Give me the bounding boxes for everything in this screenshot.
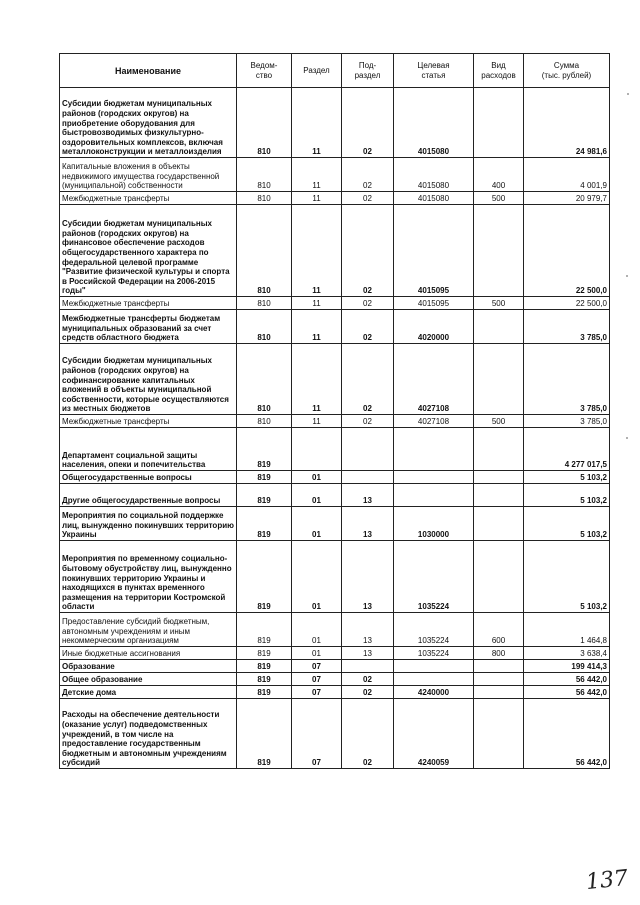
- cell-subsection: 13: [342, 541, 394, 613]
- cell-target: 4015095: [394, 205, 474, 297]
- cell-type: [474, 484, 524, 507]
- cell-subsection: 02: [342, 192, 394, 205]
- cell-type: 400: [474, 158, 524, 192]
- cell-subsection: 02: [342, 415, 394, 428]
- cell-target: 1035224: [394, 613, 474, 647]
- cell-subsection: 02: [342, 205, 394, 297]
- cell-name: Детские дома: [60, 686, 237, 699]
- cell-type: 600: [474, 613, 524, 647]
- cell-section: 01: [292, 613, 342, 647]
- cell-section: 01: [292, 647, 342, 660]
- page-number: 137: [584, 865, 630, 896]
- cell-dept: 819: [237, 428, 292, 471]
- cell-target: 4027108: [394, 415, 474, 428]
- table-row: [60, 673, 610, 686]
- cell-name: Субсидии бюджетам муниципальных районов (городских округов) на приобретение оборудования для быстровозводимых физкультурно-оздоровительных комплексов, включая металлоконструкции и металлоизделия: [60, 88, 237, 158]
- header-name: Наименование: [60, 54, 237, 88]
- table-row: [60, 541, 610, 613]
- table-row: [60, 507, 610, 541]
- cell-name: Межбюджетные трансферты: [60, 297, 237, 310]
- table-row: [60, 88, 610, 158]
- scan-speck: [626, 275, 628, 277]
- cell-sum: 1 464,8: [524, 613, 610, 647]
- cell-subsection: 02: [342, 686, 394, 699]
- scan-speck: [626, 437, 628, 439]
- cell-subsection: 02: [342, 158, 394, 192]
- cell-dept: 810: [237, 415, 292, 428]
- header-target: Целевая статья: [394, 54, 474, 88]
- table-row: [60, 415, 610, 428]
- cell-section: 11: [292, 415, 342, 428]
- cell-section: 01: [292, 484, 342, 507]
- table-row: [60, 344, 610, 415]
- cell-sum: 3 785,0: [524, 415, 610, 428]
- cell-dept: 819: [237, 660, 292, 673]
- cell-type: [474, 660, 524, 673]
- header-sum: Сумма (тыс. рублей): [524, 54, 610, 88]
- cell-sum: 22 500,0: [524, 297, 610, 310]
- table-row: [60, 699, 610, 769]
- cell-type: 500: [474, 297, 524, 310]
- cell-dept: 810: [237, 205, 292, 297]
- cell-type: 800: [474, 647, 524, 660]
- cell-type: [474, 471, 524, 484]
- cell-type: 500: [474, 192, 524, 205]
- cell-sum: 199 414,3: [524, 660, 610, 673]
- cell-name: Мероприятия по социальной поддержке лиц, вынужденно покинувших территорию Украины: [60, 507, 237, 541]
- table-row: [60, 484, 610, 507]
- cell-dept: 819: [237, 471, 292, 484]
- cell-section: 11: [292, 192, 342, 205]
- cell-section: 07: [292, 699, 342, 769]
- cell-type: [474, 673, 524, 686]
- cell-name: Расходы на обеспечение деятельности (оказание услуг) подведомственных учреждений, в том числе на предоставление государственным бюджетным и автономным учреждениям субсидий: [60, 699, 237, 769]
- header-dept: Ведом- ство: [237, 54, 292, 88]
- cell-sum: 5 103,2: [524, 507, 610, 541]
- cell-dept: 819: [237, 673, 292, 686]
- cell-sum: 3 638,4: [524, 647, 610, 660]
- header-section: Раздел: [292, 54, 342, 88]
- table-row: [60, 686, 610, 699]
- cell-target: 1030000: [394, 507, 474, 541]
- cell-name: Общегосударственные вопросы: [60, 471, 237, 484]
- cell-sum: 56 442,0: [524, 686, 610, 699]
- cell-subsection: 02: [342, 699, 394, 769]
- cell-target: [394, 673, 474, 686]
- cell-subsection: 13: [342, 484, 394, 507]
- cell-sum: 56 442,0: [524, 699, 610, 769]
- cell-sum: 20 979,7: [524, 192, 610, 205]
- cell-subsection: 13: [342, 613, 394, 647]
- cell-dept: 819: [237, 613, 292, 647]
- cell-sum: 5 103,2: [524, 471, 610, 484]
- cell-type: [474, 507, 524, 541]
- table-row: [60, 660, 610, 673]
- cell-sum: 3 785,0: [524, 310, 610, 344]
- cell-name: Межбюджетные трансферты: [60, 192, 237, 205]
- table-row: [60, 471, 610, 484]
- cell-type: [474, 541, 524, 613]
- cell-type: [474, 699, 524, 769]
- budget-table: [59, 53, 610, 769]
- cell-name: Капитальные вложения в объекты недвижимого имущества государственной (муниципальной) собственности: [60, 158, 237, 192]
- cell-name: Департамент социальной защиты населения, опеки и попечительства: [60, 428, 237, 471]
- table-row: [60, 205, 610, 297]
- cell-name: Мероприятия по временному социально-бытовому обустройству лиц, вынужденно покинувших территорию Украины и находящихся в пунктах временного размещения на территории Костромской области: [60, 541, 237, 613]
- table-row: [60, 297, 610, 310]
- cell-sum: 3 785,0: [524, 344, 610, 415]
- cell-subsection: 02: [342, 344, 394, 415]
- cell-dept: 819: [237, 507, 292, 541]
- table-row: [60, 647, 610, 660]
- cell-dept: 810: [237, 158, 292, 192]
- cell-sum: 4 001,9: [524, 158, 610, 192]
- cell-section: 07: [292, 673, 342, 686]
- cell-sum: 5 103,2: [524, 484, 610, 507]
- cell-target: 4240059: [394, 699, 474, 769]
- cell-target: [394, 660, 474, 673]
- cell-type: [474, 344, 524, 415]
- cell-section: 07: [292, 660, 342, 673]
- cell-dept: 810: [237, 192, 292, 205]
- cell-type: [474, 686, 524, 699]
- cell-section: 01: [292, 471, 342, 484]
- cell-target: 4015080: [394, 158, 474, 192]
- table-row: [60, 310, 610, 344]
- cell-subsection: 02: [342, 88, 394, 158]
- cell-target: 4015095: [394, 297, 474, 310]
- cell-dept: 810: [237, 297, 292, 310]
- table-row: [60, 613, 610, 647]
- cell-section: 01: [292, 541, 342, 613]
- cell-sum: 56 442,0: [524, 673, 610, 686]
- cell-sum: 24 981,6: [524, 88, 610, 158]
- header-row: [60, 54, 610, 88]
- cell-dept: 819: [237, 541, 292, 613]
- table-row: [60, 192, 610, 205]
- cell-dept: 819: [237, 484, 292, 507]
- cell-target: 4020000: [394, 310, 474, 344]
- cell-subsection: 02: [342, 673, 394, 686]
- cell-section: 07: [292, 686, 342, 699]
- cell-dept: 819: [237, 686, 292, 699]
- cell-section: 11: [292, 88, 342, 158]
- cell-subsection: 02: [342, 297, 394, 310]
- cell-section: 11: [292, 158, 342, 192]
- cell-subsection: [342, 660, 394, 673]
- cell-section: 11: [292, 205, 342, 297]
- cell-subsection: 02: [342, 310, 394, 344]
- cell-name: Межбюджетные трансферты: [60, 415, 237, 428]
- table-row: [60, 158, 610, 192]
- cell-target: 4027108: [394, 344, 474, 415]
- cell-subsection: [342, 471, 394, 484]
- cell-name: Предоставление субсидий бюджетным, автономным учреждениям и иным некоммерческим организациям: [60, 613, 237, 647]
- cell-type: [474, 205, 524, 297]
- cell-subsection: 13: [342, 507, 394, 541]
- cell-name: Субсидии бюджетам муниципальных районов (городских округов) на софинансирование капитальных вложений в объекты муниципальной собственности, которые осуществляются из местных бюджетов: [60, 344, 237, 415]
- cell-name: Другие общегосударственные вопросы: [60, 484, 237, 507]
- cell-subsection: 13: [342, 647, 394, 660]
- cell-target: 1035224: [394, 647, 474, 660]
- cell-dept: 810: [237, 310, 292, 344]
- cell-type: [474, 428, 524, 471]
- cell-dept: 819: [237, 699, 292, 769]
- cell-subsection: [342, 428, 394, 471]
- cell-name: Межбюджетные трансферты бюджетам муниципальных образований за счет средств областного бюджета: [60, 310, 237, 344]
- cell-name: Субсидии бюджетам муниципальных районов (городских округов) на финансовое обеспечение расходов общегосударственного характера по федеральной целевой программе "Развитие физической культуры и спорта в Российской Федерации на 2006-2015 годы": [60, 205, 237, 297]
- cell-target: 4240000: [394, 686, 474, 699]
- table-body: [60, 88, 610, 769]
- cell-dept: 810: [237, 88, 292, 158]
- scan-speck: [627, 93, 629, 95]
- cell-target: [394, 428, 474, 471]
- cell-type: 500: [474, 415, 524, 428]
- cell-sum: 22 500,0: [524, 205, 610, 297]
- cell-target: [394, 471, 474, 484]
- cell-section: 11: [292, 310, 342, 344]
- cell-dept: 819: [237, 647, 292, 660]
- cell-target: 4015080: [394, 88, 474, 158]
- cell-target: 4015080: [394, 192, 474, 205]
- header-subsection: Под- раздел: [342, 54, 394, 88]
- cell-sum: 5 103,2: [524, 541, 610, 613]
- cell-name: Иные бюджетные ассигнования: [60, 647, 237, 660]
- cell-name: Общее образование: [60, 673, 237, 686]
- cell-sum: 4 277 017,5: [524, 428, 610, 471]
- cell-name: Образование: [60, 660, 237, 673]
- cell-target: [394, 484, 474, 507]
- cell-type: [474, 88, 524, 158]
- cell-section: 11: [292, 297, 342, 310]
- cell-target: 1035224: [394, 541, 474, 613]
- cell-section: 01: [292, 507, 342, 541]
- cell-dept: 810: [237, 344, 292, 415]
- header-type: Вид расходов: [474, 54, 524, 88]
- table-row: [60, 428, 610, 471]
- cell-section: [292, 428, 342, 471]
- cell-type: [474, 310, 524, 344]
- cell-section: 11: [292, 344, 342, 415]
